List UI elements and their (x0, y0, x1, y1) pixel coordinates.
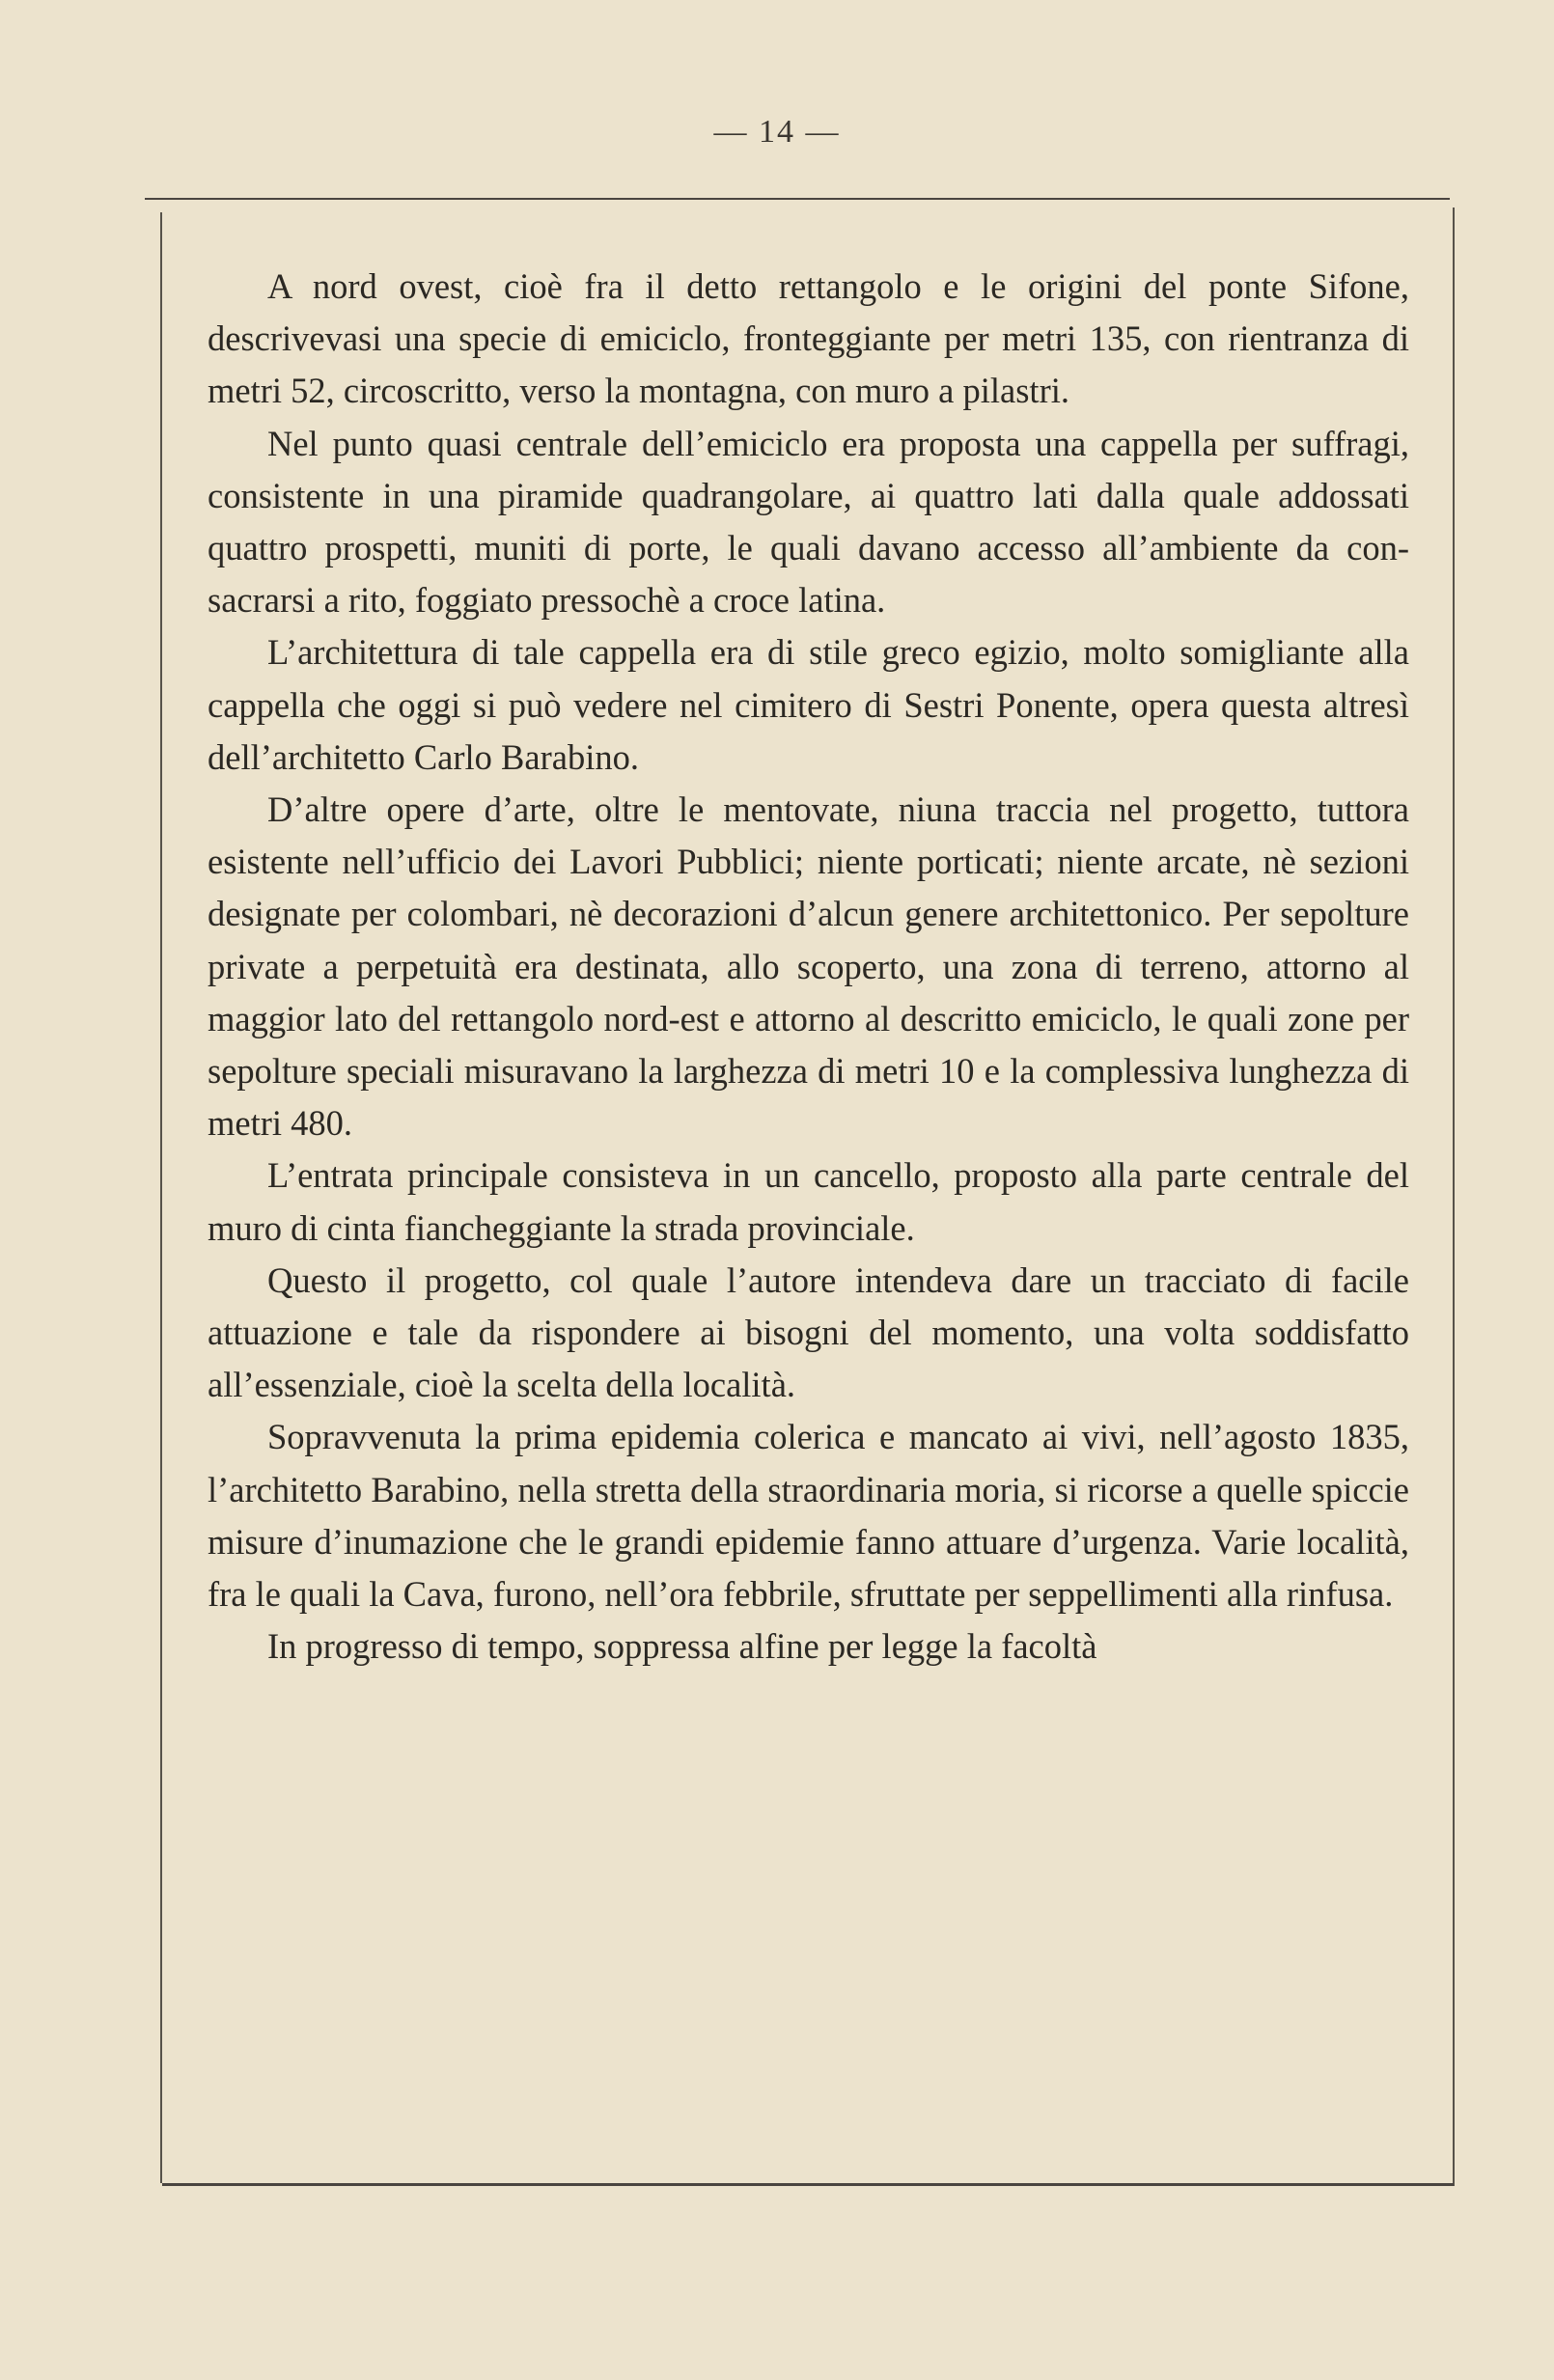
paragraph: A nord ovest, cioè fra il detto rettangolo e le origini del ponte Sifone, descrivevasi una specie di emiciclo, fronteggiante per metri 135, con rientranza di metri 52, circoscritto, verso la montagna, con muro a pilastri. (208, 266, 1409, 411)
paragraph: Sopravvenuta la prima epidemia colerica e mancato ai vivi, nell’agosto 1835, l’architetto Barabino, nella stretta della straordinaria moria, si ricorse a quelle spiccie misure d’inumazione che le grandi epidemie fanno attuare d’urgenza. Varie località, fra le quali la Cava, furono, nell’ora febbrile, sfruttate per seppellimenti alla rinfusa. (208, 1417, 1409, 1615)
paragraph: Questo il progetto, col quale l’autore intendeva dare un tracciato di facile attuazione e tale da rispondere ai bisogni del momento, una volta soddisfatto all’essenziale, cioè la scelta della località. (208, 1259, 1409, 1405)
left-margin-line (160, 212, 162, 2183)
paragraph: In progresso di tempo, soppressa alfine per legge la facoltà (267, 1626, 1097, 1667)
bottom-rule (162, 2183, 1454, 2186)
page-number: — 14 — (713, 114, 841, 150)
paragraph: D’altre opere d’arte, oltre le mentovate, niuna traccia nel progetto, tuttora esistente nell’ufficio dei Lavori Pubblici; niente porticati; niente arcate, nè sezioni designate per colombari, nè decorazioni d’alcun genere architettonico. Per sepolture private a perpetuità era destinata, allo scoperto, una zona di terreno, attorno al maggior lato del rettangolo nord-est e attorno al descritto emiciclo, le quali zone per sepolture speciali misuravano la larghezza di metri 10 e la complessiva lunghezza di metri 480. (208, 789, 1409, 1144)
paragraph: L’architettura di tale cappella era di stile greco egizio, molto somigliante alla cappella che oggi si può vedere nel cimitero di Sestri Ponente, opera questa altresì dell’architetto Carlo Barabino. (208, 632, 1409, 777)
body-text (208, 261, 1409, 1673)
top-rule (145, 198, 1450, 200)
right-margin-line (1453, 208, 1455, 2186)
paragraph: Nel punto quasi centrale dell’emiciclo era proposta una cappella per suffragi, consistente in una piramide quadrangolare, ai quattro lati dalla quale addossati quattro prospetti, muniti di porte, le quali davano accesso all’ambiente da consacrarsi a rito, foggiato pressochè a croce latina. (208, 423, 1409, 621)
paragraph: L’entrata principale consisteva in un cancello, proposto alla parte centrale del muro di cinta fiancheggiante la strada provinciale. (208, 1155, 1409, 1248)
